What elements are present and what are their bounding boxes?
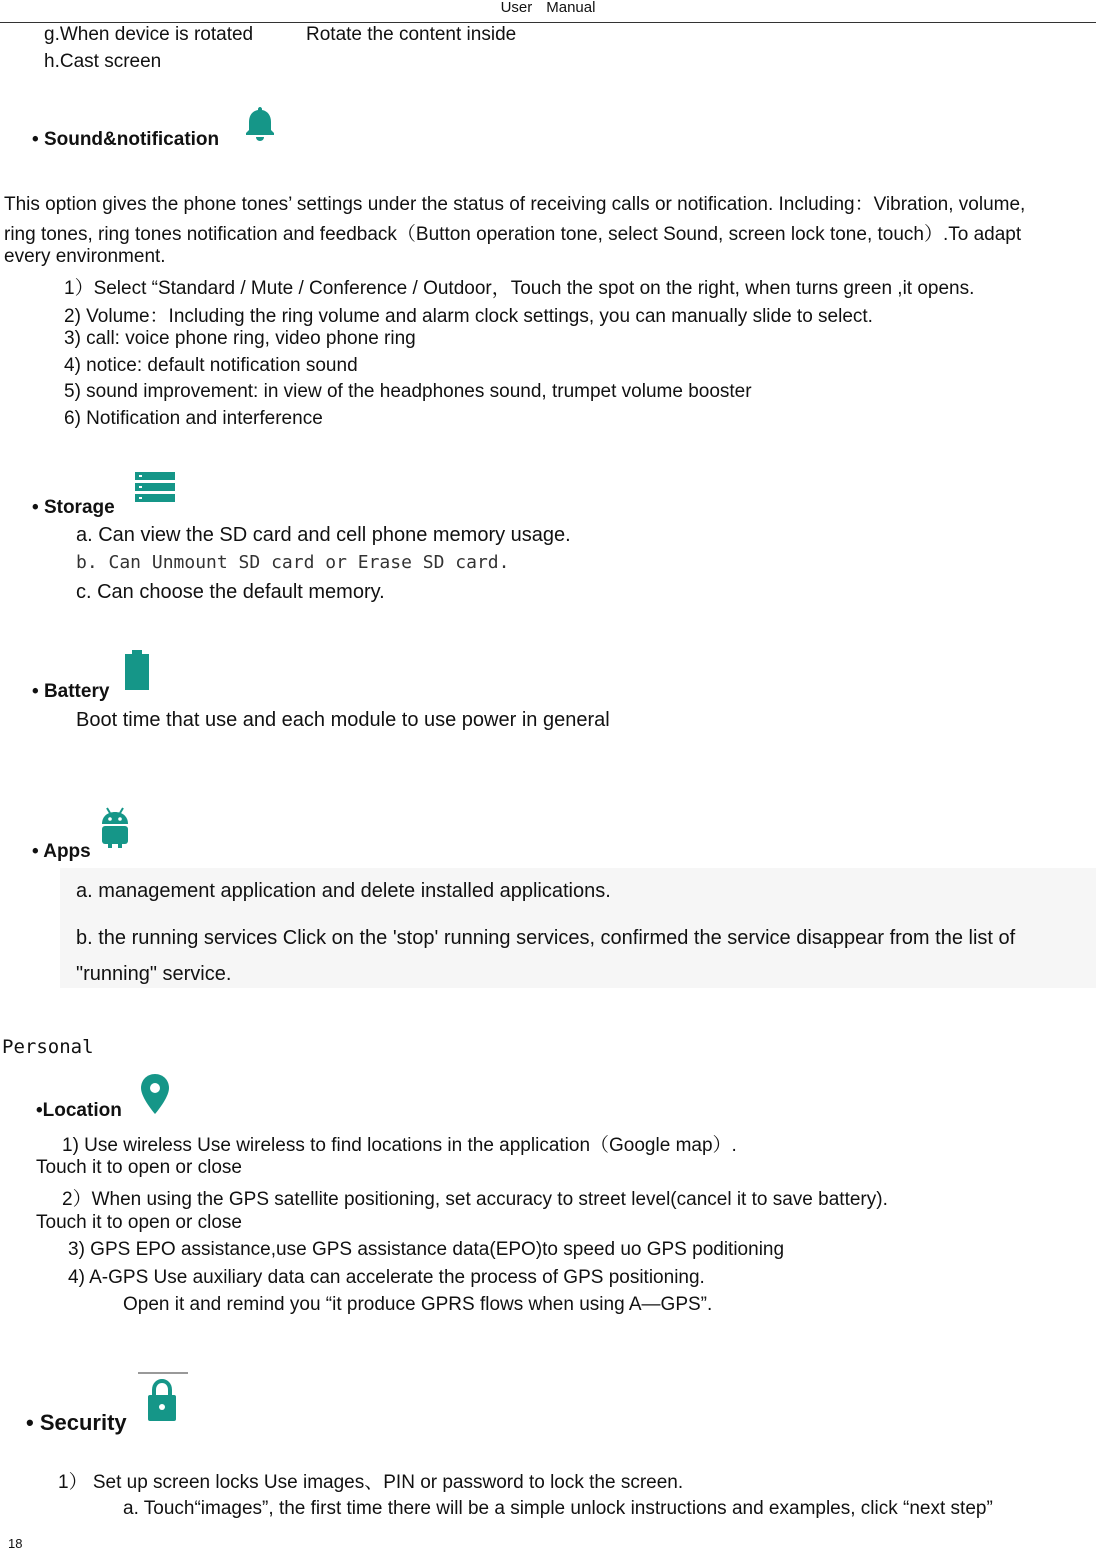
storage-section-title: • Storage: [32, 497, 115, 518]
security-title-text: Security: [39, 1410, 127, 1435]
android-icon: [98, 806, 132, 850]
sound-item-4: 4) notice: default notification sound: [64, 355, 358, 376]
storage-title-text: Storage: [43, 497, 115, 518]
sound-intro-line-1: This option gives the phone tones’ settings under the status of receiving calls or notification. Including：Vibration, volume,: [4, 194, 1026, 215]
security-line-1: 1） Set up screen locks Use images、PIN or password to lock the screen.: [58, 1472, 684, 1493]
sound-intro-line-2: ring tones, ring tones notification and feedback（Button operation tone, select Sound, screen lock tone, touch）.To adapt: [4, 224, 1022, 245]
apps-section-title: • Apps: [32, 841, 91, 862]
apps-item-b-line-1: b. the running services Click on the 'stop' running services, confirmed the service disappear from the list of: [76, 927, 1016, 949]
location-line-6: 4) A-GPS Use auxiliary data can accelerate the process of GPS positioning.: [68, 1267, 705, 1288]
sound-item-2: 2) Volume：Including the ring volume and alarm clock settings, you can manually slide to select.: [64, 306, 873, 327]
personal-heading: Personal: [2, 1036, 94, 1058]
battery-title-text: Battery: [43, 681, 110, 702]
header-title: [0, 0, 1096, 16]
location-line-4: Touch it to open or close: [36, 1212, 242, 1233]
sound-item-1: 1）Select “Standard / Mute / Conference / Outdoor，Touch the spot on the right, when turns green ,it opens.: [64, 278, 975, 299]
sound-section-title: • Sound&notification: [32, 129, 220, 150]
storage-item-c: c. Can choose the default memory.: [76, 581, 385, 603]
battery-description: Boot time that use and each module to use power in general: [76, 709, 610, 731]
location-line-1: 1) Use wireless Use wireless to find locations in the application（Google map）.: [62, 1135, 737, 1156]
rotate-label: g.When device is rotated: [44, 24, 254, 45]
security-line-2: a. Touch“images”, the first time there will be a simple unlock instructions and examples, click “next step”: [123, 1498, 993, 1519]
sound-title-text: Sound&notification: [43, 129, 220, 150]
header-left: User: [500, 0, 533, 16]
location-title-text: Location: [42, 1100, 122, 1121]
security-section-title: • Security: [26, 1410, 127, 1435]
storage-item-a: a. Can view the SD card and cell phone memory usage.: [76, 524, 571, 546]
battery-icon: [122, 648, 152, 692]
sound-intro-line-3: every environment.: [4, 246, 166, 267]
header-right: Manual: [546, 0, 596, 16]
apps-title-text: Apps: [43, 841, 91, 862]
storage-icon: [134, 471, 176, 503]
battery-section-title: • Battery: [32, 681, 110, 702]
location-line-7: Open it and remind you “it produce GPRS flows when using A—GPS”.: [123, 1294, 713, 1315]
location-line-2: Touch it to open or close: [36, 1157, 242, 1178]
location-line-3: 2）When using the GPS satellite positioning, set accuracy to street level(cancel it to save battery).: [62, 1189, 888, 1210]
lock-icon: [138, 1372, 188, 1426]
storage-item-b: b. Can Unmount SD card or Erase SD card.: [76, 552, 510, 573]
page-number: 18: [8, 1536, 23, 1551]
location-pin-icon: [138, 1072, 172, 1116]
cast-screen-item: h.Cast screen: [44, 51, 162, 72]
apps-item-b-line-2: "running" service.: [76, 963, 232, 985]
location-section-title: •Location: [36, 1100, 122, 1121]
sound-item-6: 6) Notification and interference: [64, 408, 323, 429]
rotate-value: Rotate the content inside: [306, 24, 517, 45]
bell-icon: [244, 104, 276, 142]
sound-item-3: 3) call: voice phone ring, video phone ring: [64, 328, 416, 349]
sound-item-5: 5) sound improvement: in view of the headphones sound, trumpet volume booster: [64, 381, 752, 402]
location-line-5: 3) GPS EPO assistance,use GPS assistance data(EPO)to speed uo GPS poditioning: [68, 1239, 785, 1260]
apps-item-a: a. management application and delete installed applications.: [76, 880, 611, 902]
